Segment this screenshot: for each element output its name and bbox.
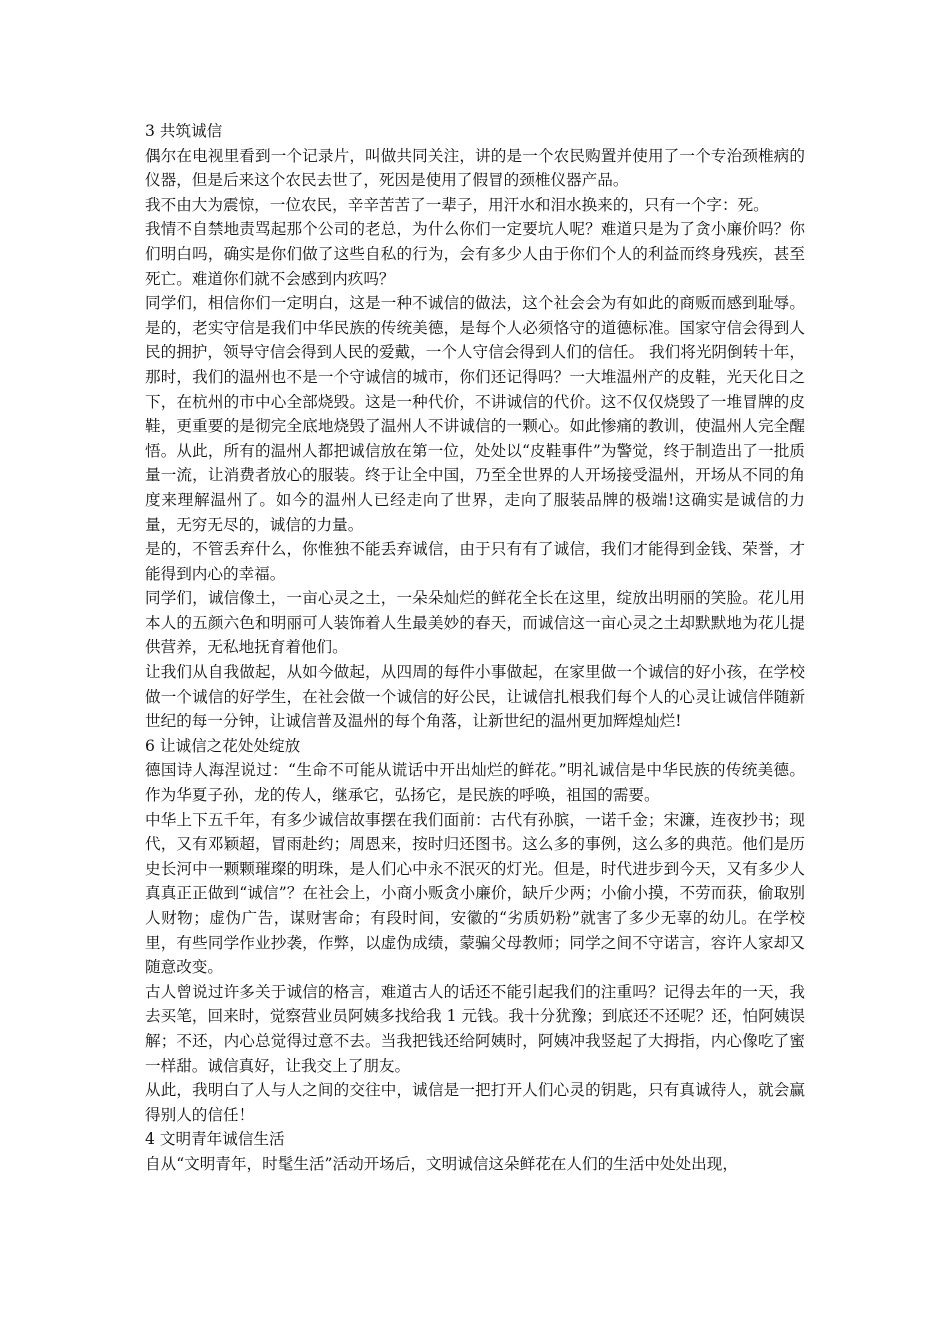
paragraph: 同学们，诚信像土，一亩心灵之土，一朵朵灿烂的鲜花全长在这里，绽放出明丽的笑脸。花儿用本人的五颜六色和明丽可人装饰着人生最美妙的春天，而诚信这一亩心灵之土却默默地为花儿提供营养，无私地抚育着他们。 [145,589,805,657]
paragraph: 同学们，相信你们一定明白，这是一种不诚信的做法，这个社会会为有如此的商贩而感到耻辱。是的，老实守信是我们中华民族的传统美德，是每个人必须恪守的道德标准。国家守信会得到人民的拥护，领导守信会得到人民的爱戴，一个人守信会得到人们的信任。 我们将光阴倒转十年，那时，我们的温州也不是一个守诚信的城市，你们还记得吗？一大堆温州产的皮鞋，光天化日之下，在杭州的市中心全部烧毁。这是一种代价，不讲诚信的代价。这不仅仅烧毁了一堆冒牌的皮鞋，更重要的是彻完全底地烧毁了温州人不讲诚信的一颗心。如此惨痛的教训，使温州人完全醒悟。从此，所有的温州人都把诚信放在第一位，处处以“皮鞋事件”为警觉，终于制造出了一批质量一流，让消费者放心的服装。终于让全中国，乃至全世界的人开场接受温州，开场从不同的角度来理解温州了。如今的温州人已经走向了世界，走向了服装品牌的极端!这确实是诚信的力量，无穷无尽的，诚信的力量。 [145,294,805,534]
document-page [145,119,805,1177]
paragraph: 古人曾说过许多关于诚信的格言，难道古人的话还不能引起我们的注重吗？记得去年的一天，我去买笔，回来时，觉察营业员阿姨多找给我 1 元钱。我十分犹豫；到底还不还呢？还，怕阿姨误解；不还，内心总觉得过意不去。当我把钱还给阿姨时，阿姨冲我竖起了大拇指，内心像吃了蜜一样甜。诚信真好，让我交上了朋友。 [145,982,805,1075]
section-heading-1: 3 共筑诚信 [145,122,223,140]
paragraph: 偶尔在电视里看到一个记录片，叫做共同关注，讲的是一个农民购置并使用了一个专治颈椎病的仪器，但是后来这个农民去世了，死因是使用了假冒的颈椎仪器产品。 [145,146,805,190]
paragraph: 我不由大为震惊，一位农民，辛辛苦苦了一辈子，用汗水和泪水换来的，只有一个字：死。 [145,195,769,214]
paragraph: 德国诗人海涅说过：“生命不可能从谎话中开出灿烂的鲜花。”明礼诚信是中华民族的传统美德。作为华夏子孙，龙的传人，继承它，弘扬它，是民族的呼唤，祖国的需要。 [145,761,805,805]
section-heading-3: 4 文明青年诚信生活 [145,1130,285,1149]
paragraph: 中华上下五千年，有多少诚信故事摆在我们面前：古代有孙膑，一诺千金；宋濂，连夜抄书；现代，又有邓颖超，冒雨赴约；周恩来，按时归还图书。这么多的事例，这么多的典范。他们是历史长河中一颗颗璀璨的明珠，是人们心中永不泯灭的灯光。但是，时代进步到今天，又有多少人真真正正做到“诚信”？在社会上，小商小贩贪小廉价，缺斤少两；小偷小摸，不劳而获，偷取别人财物；虚伪广告，谋财害命；有段时间，安徽的“劣质奶粉”就害了多少无辜的幼儿。在学校里，有些同学作业抄袭，作弊，以虚伪成绩，蒙骗父母教师；同学之间不守诺言，容许人家却又随意改变。 [145,810,805,977]
paragraph: 让我们从自我做起，从如今做起，从四周的每件小事做起，在家里做一个诚信的好小孩，在学校做一个诚信的好学生，在社会做一个诚信的好公民，让诚信扎根我们每个人的心灵让诚信伴随新世纪的每一分钟，让诚信普及温州的每个角落，让新世纪的温州更加辉煌灿烂! [145,663,805,731]
paragraph: 是的，不管丢弃什么，你惟独不能丢弃诚信，由于只有有了诚信，我们才能得到金钱、荣誉，才能得到内心的幸福。 [145,540,805,583]
section-heading-2: 6 让诚信之花处处绽放 [145,736,301,755]
paragraph: 自从“文明青年，时髦生活”活动开场后，文明诚信这朵鲜花在人们的生活中处处出现， [145,1154,738,1173]
paragraph: 从此，我明白了人与人之间的交往中，诚信是一把打开人们心灵的钥匙，只有真诚待人，就会赢得别人的信任！ [145,1081,805,1124]
paragraph: 我情不自禁地责骂起那个公司的老总，为什么你们一定要坑人呢？难道只是为了贪小廉价吗？你们明白吗，确实是你们做了这些自私的行为，会有多少人由于你们个人的利益而终身残疾，甚至死亡。难道你们就不会感到内疚吗？ [145,220,805,288]
